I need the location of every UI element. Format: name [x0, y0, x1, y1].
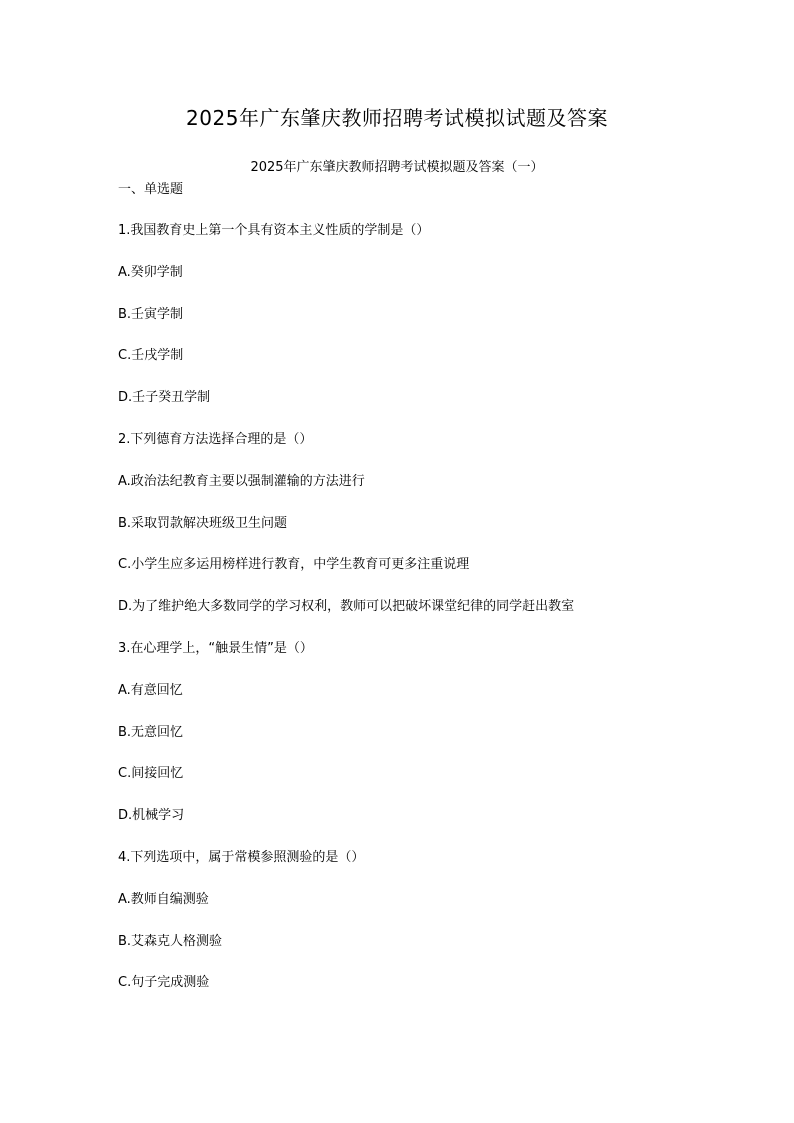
answer-option: A.有意回忆 — [118, 682, 183, 698]
question-stem: 4.下列选项中，属于常模参照测验的是（） — [118, 849, 365, 865]
answer-option: C.小学生应多运用榜样进行教育，中学生教育可更多注重说理 — [118, 557, 470, 573]
answer-option: C.句子完成测验 — [118, 975, 210, 991]
question-stem: 1.我国教育史上第一个具有资本主义性质的学制是（） — [118, 223, 430, 238]
answer-option: C.间接回忆 — [118, 766, 184, 782]
answer-option: B.壬寅学制 — [118, 306, 184, 322]
section-heading: 一、单选题 — [118, 182, 184, 197]
answer-option: A.癸卯学制 — [118, 264, 183, 280]
answer-option: B.艾森克人格测验 — [118, 933, 223, 949]
document-title: 2025年广东肇庆教师招聘考试模拟试题及答案 — [186, 106, 608, 130]
answer-option: B.无意回忆 — [118, 724, 184, 740]
answer-option: D.为了维护绝大多数同学的学习权利，教师可以把破坏课堂纪律的同学赶出教室 — [118, 599, 575, 615]
answer-option: A.政治法纪教育主要以强制灌输的方法进行 — [118, 473, 365, 489]
answer-option: D.机械学习 — [118, 808, 185, 824]
answer-option: C.壬戌学制 — [118, 348, 184, 364]
answer-option: D.壬子癸丑学制 — [118, 390, 211, 406]
question-stem: 2.下列德育方法选择合理的是（） — [118, 431, 313, 447]
question-stem: 3.在心理学上，“触景生情”是（） — [118, 640, 313, 656]
answer-option: B.采取罚款解决班级卫生问题 — [118, 515, 288, 531]
document-subtitle: 2025年广东肇庆教师招聘考试模拟题及答案（一） — [250, 160, 544, 175]
question-list — [118, 221, 738, 1015]
answer-option: A.教师自编测验 — [118, 891, 209, 907]
